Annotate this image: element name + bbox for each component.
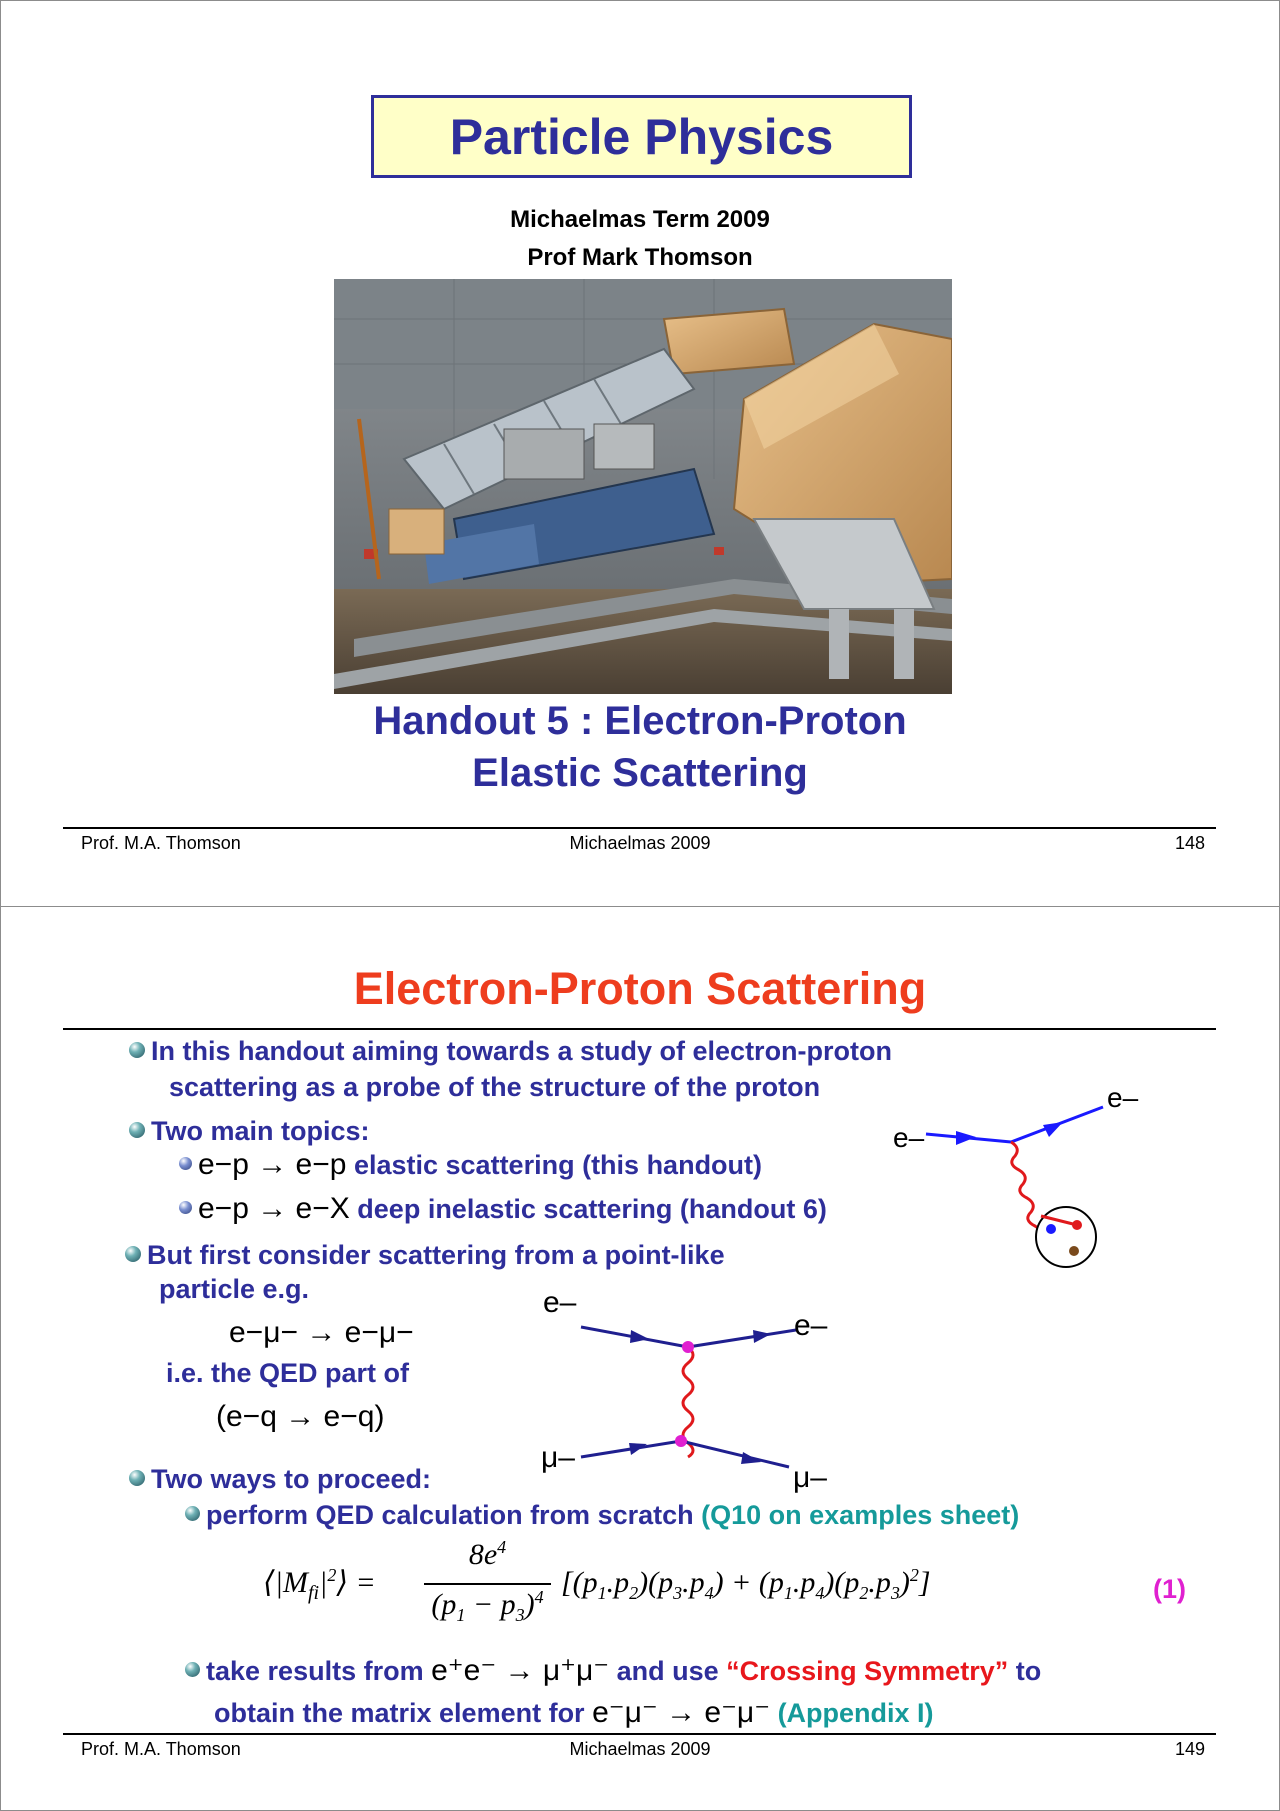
vertex-top xyxy=(682,1341,694,1353)
vertex-bottom xyxy=(675,1435,687,1447)
page-number: 148 xyxy=(1174,833,1205,853)
quark-brown xyxy=(1069,1246,1079,1256)
author-label: Prof Mark Thomson xyxy=(527,244,753,271)
bullet-ball-icon xyxy=(129,1042,145,1058)
quark-blue xyxy=(1046,1224,1056,1234)
handout-title-line2: Elastic Scattering xyxy=(472,751,808,795)
experiment-photo xyxy=(334,279,952,694)
bullet-topics: Two main topics: xyxy=(129,1113,370,1149)
proton-out-label: e– xyxy=(1107,1082,1139,1113)
outgoing-arrow-icon xyxy=(1043,1122,1063,1137)
label-e-out: e– xyxy=(794,1309,828,1342)
bullet-two-ways: Two ways to proceed: xyxy=(129,1461,431,1497)
term-label: Michaelmas Term 2009 xyxy=(510,206,770,233)
sub-bullet-ball-icon xyxy=(179,1201,192,1214)
arrow-icon xyxy=(630,1330,649,1343)
title-box xyxy=(371,95,912,178)
footer-center: Michaelmas 2009 xyxy=(569,1739,711,1759)
arrow-icon xyxy=(629,1443,647,1455)
footer-center: Michaelmas 2009 xyxy=(569,833,711,853)
matrix-element-lhs: $⟨|M_{fi}|^2⟩$ = xyxy=(263,1565,376,1604)
incoming-arrow-icon xyxy=(956,1131,976,1145)
label-mu-out: μ– xyxy=(793,1461,827,1494)
label-mu-in: μ– xyxy=(541,1441,575,1474)
sub-bullet-qed-calc: perform QED calculation from scratch (Q10 on examples sheet) xyxy=(185,1497,1019,1533)
sub-bullet-ball-icon xyxy=(179,1157,192,1170)
matrix-element-bracket: $[(p_1.p_2)(p_3.p_4) + (p_1.p_4)(p_2.p_3)^2]$ xyxy=(561,1565,931,1603)
bullet-ball-icon xyxy=(129,1122,145,1138)
bullet-ball-icon xyxy=(129,1470,145,1486)
bullet-intro-cont: scattering as a probe of the structure of the proton xyxy=(169,1072,821,1102)
title-rule xyxy=(63,1028,1216,1030)
proton-scattering-diagram xyxy=(881,1067,1181,1287)
emu-formula: e−μ− → e−μ− xyxy=(229,1316,414,1349)
footer-left: Prof. M.A. Thomson xyxy=(81,833,241,853)
slide-title: Particle Physics xyxy=(449,108,834,165)
electron-out-line xyxy=(688,1330,796,1347)
fraction-numerator: $8e^4$ xyxy=(468,1537,507,1571)
arrow-icon xyxy=(753,1330,771,1343)
bullet-intro: In this handout aiming towards a study of electron-proton xyxy=(129,1033,892,1069)
qed-part-text: i.e. the QED part of xyxy=(166,1358,410,1388)
fraction-bar xyxy=(424,1583,551,1585)
sub-bullet-crossing: take results from e⁺e⁻ → μ⁺μ⁻ and use “Crossing Symmetry” to xyxy=(185,1653,1041,1689)
footer-left: Prof. M.A. Thomson xyxy=(81,1739,241,1759)
proton-in-label: e– xyxy=(893,1122,925,1153)
bullet-point-like: But first consider scattering from a point-like xyxy=(125,1237,725,1273)
bullet-ball-icon xyxy=(125,1246,141,1262)
eq-formula: (e−q → e−q) xyxy=(216,1400,385,1433)
feynman-diagram xyxy=(531,1267,861,1507)
sub-bullet-dis: e−p → e−X deep inelastic scattering (handout 6) xyxy=(179,1191,827,1227)
bullet-point-like-cont: particle e.g. xyxy=(159,1274,310,1304)
page-number: 149 xyxy=(1174,1739,1205,1759)
sub-bullet-ball-icon xyxy=(185,1506,200,1521)
slide-title: Electron-Proton Scattering xyxy=(353,963,927,1014)
sub-bullet-crossing-cont: obtain the matrix element for e⁻μ⁻ → e⁻μ⁻ (Appendix I) xyxy=(214,1696,934,1729)
sub-bullet-elastic: e−p → e−p elastic scattering (this handout) xyxy=(179,1147,762,1183)
slide-149 xyxy=(0,906,1280,1811)
handout-title-line1: Handout 5 : Electron-Proton xyxy=(373,699,907,743)
footer-rule xyxy=(63,1733,1216,1735)
equation-number: (1) xyxy=(1153,1574,1186,1604)
footer-rule xyxy=(63,827,1216,829)
photon-line xyxy=(1011,1142,1041,1240)
fraction-denominator: $(p_1 - p_3)^4$ xyxy=(431,1587,544,1625)
label-e-in: e– xyxy=(543,1286,577,1319)
sub-bullet-ball-icon xyxy=(185,1662,200,1677)
muon-out-line xyxy=(681,1441,789,1467)
